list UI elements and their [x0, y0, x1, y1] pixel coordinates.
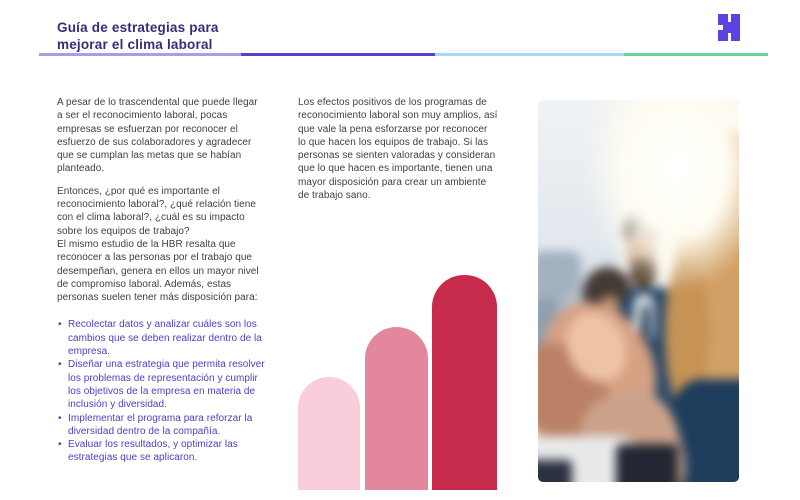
body-paragraph: A pesar de lo trascendental que puede llegar a ser el reconocimiento laboral, pocas empresas se esfuerzan por reconocer el esfuerzo de sus colaboradores y agradecer que se cumplan las metas que se habían planteado.: [57, 97, 258, 175]
photo-paint-layer: [538, 100, 739, 482]
photo-shape-laptop: [616, 444, 678, 482]
office-applause-photo: [538, 100, 739, 482]
divider-segment-blue: [435, 53, 624, 56]
page-title: Guía de estrategias para mejorar el clima laboral: [57, 20, 219, 52]
decorative-bar-medium: [365, 327, 428, 490]
body-paragraph: El mismo estudio de la HBR resalta que reconocer a las personas por el trabajo que desempeñan, genera en ellos un mayor nivel de compromiso laboral. Además, estas personas suelen tener más disposición para:: [57, 238, 259, 304]
logo-block: [731, 14, 740, 41]
benefit-item: • Diseñar una estrategia que permita resolver los problemas de representación y cumplir los objetivos de la empresa en materia de inclusión y diversidad.: [57, 358, 265, 411]
right-text-column: [298, 96, 498, 202]
decorative-bar-large: [432, 275, 497, 490]
benefit-item: • Implementar el programa para reforzar la diversidad dentro de la compañía.: [57, 412, 265, 439]
divider-segment-purple-light: [39, 53, 241, 56]
body-paragraph: Entonces, ¿por qué es importante el reconocimiento laboral?, ¿qué relación tiene con el clima laboral?, ¿cuál es su impacto sobre los equipos de trabajo?: [57, 185, 256, 237]
decorative-bar-small: [298, 377, 360, 490]
divider-segment-green: [624, 53, 768, 56]
body-paragraph: Los efectos positivos de los programas de reconocimiento laboral son muy amplios, así que vale la pena esforzarse por reconocer lo que hacen los equipos de trabajo. Si las personas se sienten valoradas y consideran que lo que hacen es importante, tienen una mayor disposición para crear un ambiente de trabajo sano.: [298, 97, 498, 202]
benefit-item: • Recolectar datos y analizar cuáles son los cambios que se deben realizar dentro de la empresa.: [57, 318, 265, 358]
left-text-column: [57, 96, 265, 465]
benefits-list: [57, 318, 265, 464]
brand-logo-h-icon: [718, 14, 740, 41]
benefit-item: • Evaluar los resultados, y optimizar las estrategias que se aplicaron.: [57, 438, 265, 465]
divider-segment-purple-dark: [241, 53, 435, 56]
photo-shape-sunflare: [583, 100, 739, 291]
photo-shape-laptop: [538, 460, 572, 482]
